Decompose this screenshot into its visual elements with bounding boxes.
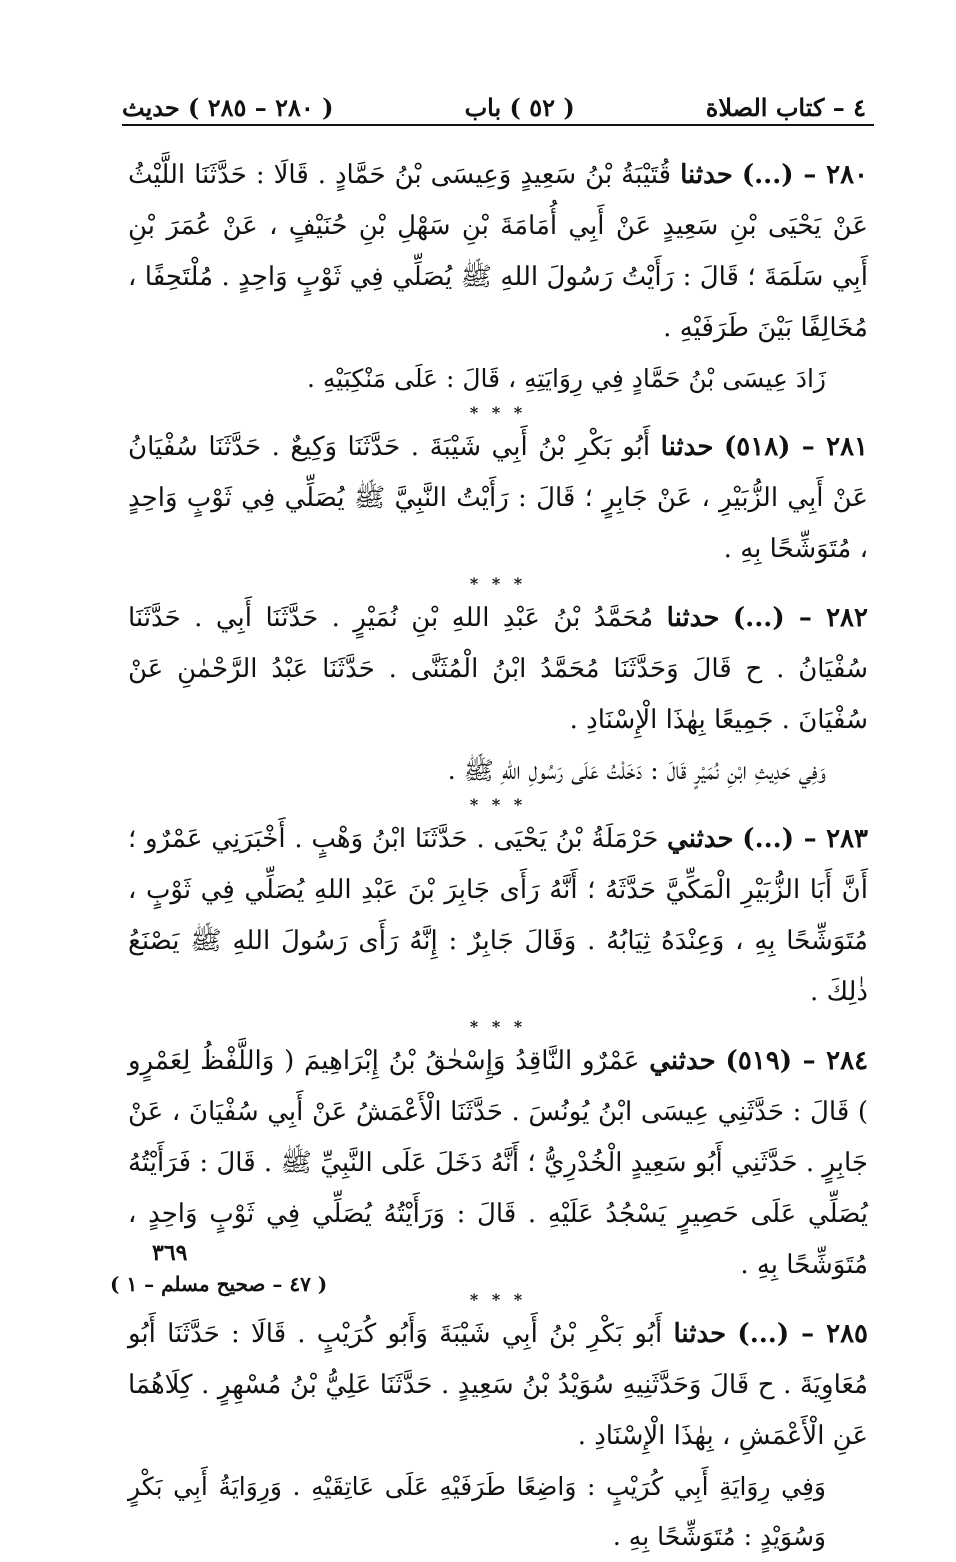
section-separator: * * * [469, 403, 527, 422]
hadith-280 [128, 150, 868, 354]
hadith-285 [128, 1309, 868, 1462]
hadith-note: زَادَ عِيسَى بْنُ حَمَّادٍ فِي رِوَايَتِهِ ، قَالَ : عَلَى مَنْكِبَيْهِ . [306, 364, 826, 393]
header-hadith-range: ( ٢٨٠ – ٢٨٥ ) حديث [122, 93, 334, 122]
hadith-lead-word: حدثنا [673, 1319, 727, 1349]
hadith-note: وَفِي رِوَايَةِ أَبِي كُرَيْبٍ : وَاضِعًا طَرَفَيْهِ عَلَى عَاتِقَيْهِ . وَرِوَايَةُ أَبِي بَكْرٍ وَسُوَيْدٍ : مُتَوَشِّحًا بِهِ . [128, 1472, 826, 1551]
hadith-text: أَبُو بَكْرِ بْنُ أَبِي شَيْبَةَ . حَدَّثَنَا وَكِيعٌ . حَدَّثَنَا سُفْيَانُ عَنْ أَبِي الزُّبَيْرِ ، عَنْ جَابِرٍ ؛ قَالَ : رَأَيْتُ النَّبِيَّ ﷺ يُصَلِّي فِي ثَوْبٍ وَاحِدٍ ، مُتَوَشِّحًا بِهِ . [128, 432, 868, 564]
page-number: ٣٦٩ [152, 1240, 188, 1266]
hadith-number: ٢٨٢ – (...) [732, 603, 868, 633]
header-rule [122, 124, 874, 126]
header-book-title: ٤ – كتاب الصلاة [705, 93, 866, 122]
hadith-number: ٢٨٣ – (...) [742, 824, 869, 854]
hadith-note: وَفِي حَدِيثِ ابْنِ نُمَيْرٍ قَالَ : دَخَلْتُ عَلَى رَسُولِ اللهِ ﷺ . [447, 756, 826, 785]
hadith-284 [128, 1036, 868, 1291]
hadith-282 [128, 593, 868, 746]
hadith-text: مُحَمَّدُ بْنُ عَبْدِ اللهِ بْنِ نُمَيْرٍ . حَدَّثَنَا أَبِي . حَدَّثَنَا سُفْيَانُ . ح قَالَ وَحَدَّثَنَا مُحَمَّدُ ابْنُ الْمُثَنَّى . حَدَّثَنَا عَبْدُ الرَّحْمٰنِ عَنْ سُفْيَانَ . جَمِيعًا بِهٰذَا الْإِسْنَادِ . [128, 603, 868, 735]
hadith-lead-word: حدثني [667, 824, 734, 854]
hadith-number: ٢٨٥ – (...) [737, 1319, 869, 1349]
printer-signature: ( ٤٧ – صحيح مسلم – ١ ) [110, 1272, 328, 1296]
hadith-number: ٢٨١ – (٥١٨) [723, 432, 869, 462]
hadith-text: حَرْمَلَةُ بْنُ يَحْيَى . حَدَّثَنَا ابْنُ وَهْبٍ . أَخْبَرَنِي عَمْرٌو ؛ أَنَّ أَبَا الزُّبَيْرِ الْمَكِّيَّ حَدَّثَهُ ؛ أَنَّهُ رَأَى جَابِرَ بْنَ عَبْدِ اللهِ يُصَلِّي فِي ثَوْبٍ ، مُتَوَشِّحًا بِهِ ، وَعِنْدَهُ ثِيَابُهُ . وَقَالَ جَابِرٌ : إِنَّهُ رَأَى رَسُولَ اللهِ ﷺ يَصْنَعُ ذٰلِكَ . [128, 824, 868, 1007]
hadith-number: ٢٨٠ – (...) [741, 160, 869, 190]
hadith-text: عَمْرٌو النَّاقِدُ وَإِسْحٰقُ بْنُ إِبْرَاهِيمَ ( وَاللَّفْظُ لِعَمْرٍو ) قَالَ : حَدَّثَنِي عِيسَى ابْنُ يُونُسَ . حَدَّثَنَا الْأَعْمَشُ عَنْ أَبِي سُفْيَانَ ، عَنْ جَابِرٍ . حَدَّثَنِي أَبُو سَعِيدٍ الْخُدْرِيُّ ؛ أَنَّهُ دَخَلَ عَلَى النَّبِيِّ ﷺ . قَالَ : فَرَأَيْتُهُ يُصَلِّي عَلَى حَصِيرٍ يَسْجُدُ عَلَيْهِ . قَالَ : وَرَأَيْتُهُ يُصَلِّي فِي ثَوْبٍ وَاحِدٍ ، مُتَوَشِّحًا بِهِ . [128, 1046, 868, 1280]
section-separator: * * * [469, 795, 527, 814]
hadith-text: أَبُو بَكْرِ بْنُ أَبِي شَيْبَةَ وَأَبُو كُرَيْبٍ . قَالَا : حَدَّثَنَا أَبُو مُعَاوِيَةَ . ح قَالَ وَحَدَّثَنِيهِ سُوَيْدُ بْنُ سَعِيدٍ . حَدَّثَنَا عَلِيُّ بْنُ مُسْهِرٍ . كِلَاهُمَا عَنِ الْأَعْمَشِ ، بِهٰذَا الْإِسْنَادِ . [128, 1319, 868, 1451]
hadith-text: قُتَيْبَةُ بْنُ سَعِيدٍ وَعِيسَى بْنُ حَمَّادٍ . قَالَا : حَدَّثَنَا اللَّيْثُ عَنْ يَحْيَى بْنِ سَعِيدٍ عَنْ أَبِي أُمَامَةَ بْنِ سَهْلِ بْنِ حُنَيْفٍ ، عَنْ عُمَرَ بْنِ أَبِي سَلَمَةَ ؛ قَالَ : رَأَيْتُ رَسُولَ اللهِ ﷺ يُصَلِّي فِي ثَوْبٍ وَاحِدٍ . مُلْتَحِفًا ، مُخَالِفًا بَيْنَ طَرَفَيْهِ . [128, 160, 868, 343]
hadith-lead-word: حدثني [649, 1046, 716, 1076]
hadith-number: ٢٨٤ – (٥١٩) [725, 1046, 869, 1076]
hadith-283 [128, 814, 868, 1018]
hadith-lead-word: حدثنا [666, 603, 720, 633]
section-separator: * * * [469, 1290, 527, 1309]
hadith-lead-word: حدثنا [660, 432, 714, 462]
running-header [122, 82, 866, 122]
hadith-lead-word: حدثنا [680, 160, 733, 190]
header-chapter: ( ٥٢ ) باب [464, 93, 575, 122]
section-separator: * * * [469, 574, 527, 593]
hadith-281 [128, 422, 868, 575]
page-body [128, 150, 868, 1562]
section-separator: * * * [469, 1017, 527, 1036]
